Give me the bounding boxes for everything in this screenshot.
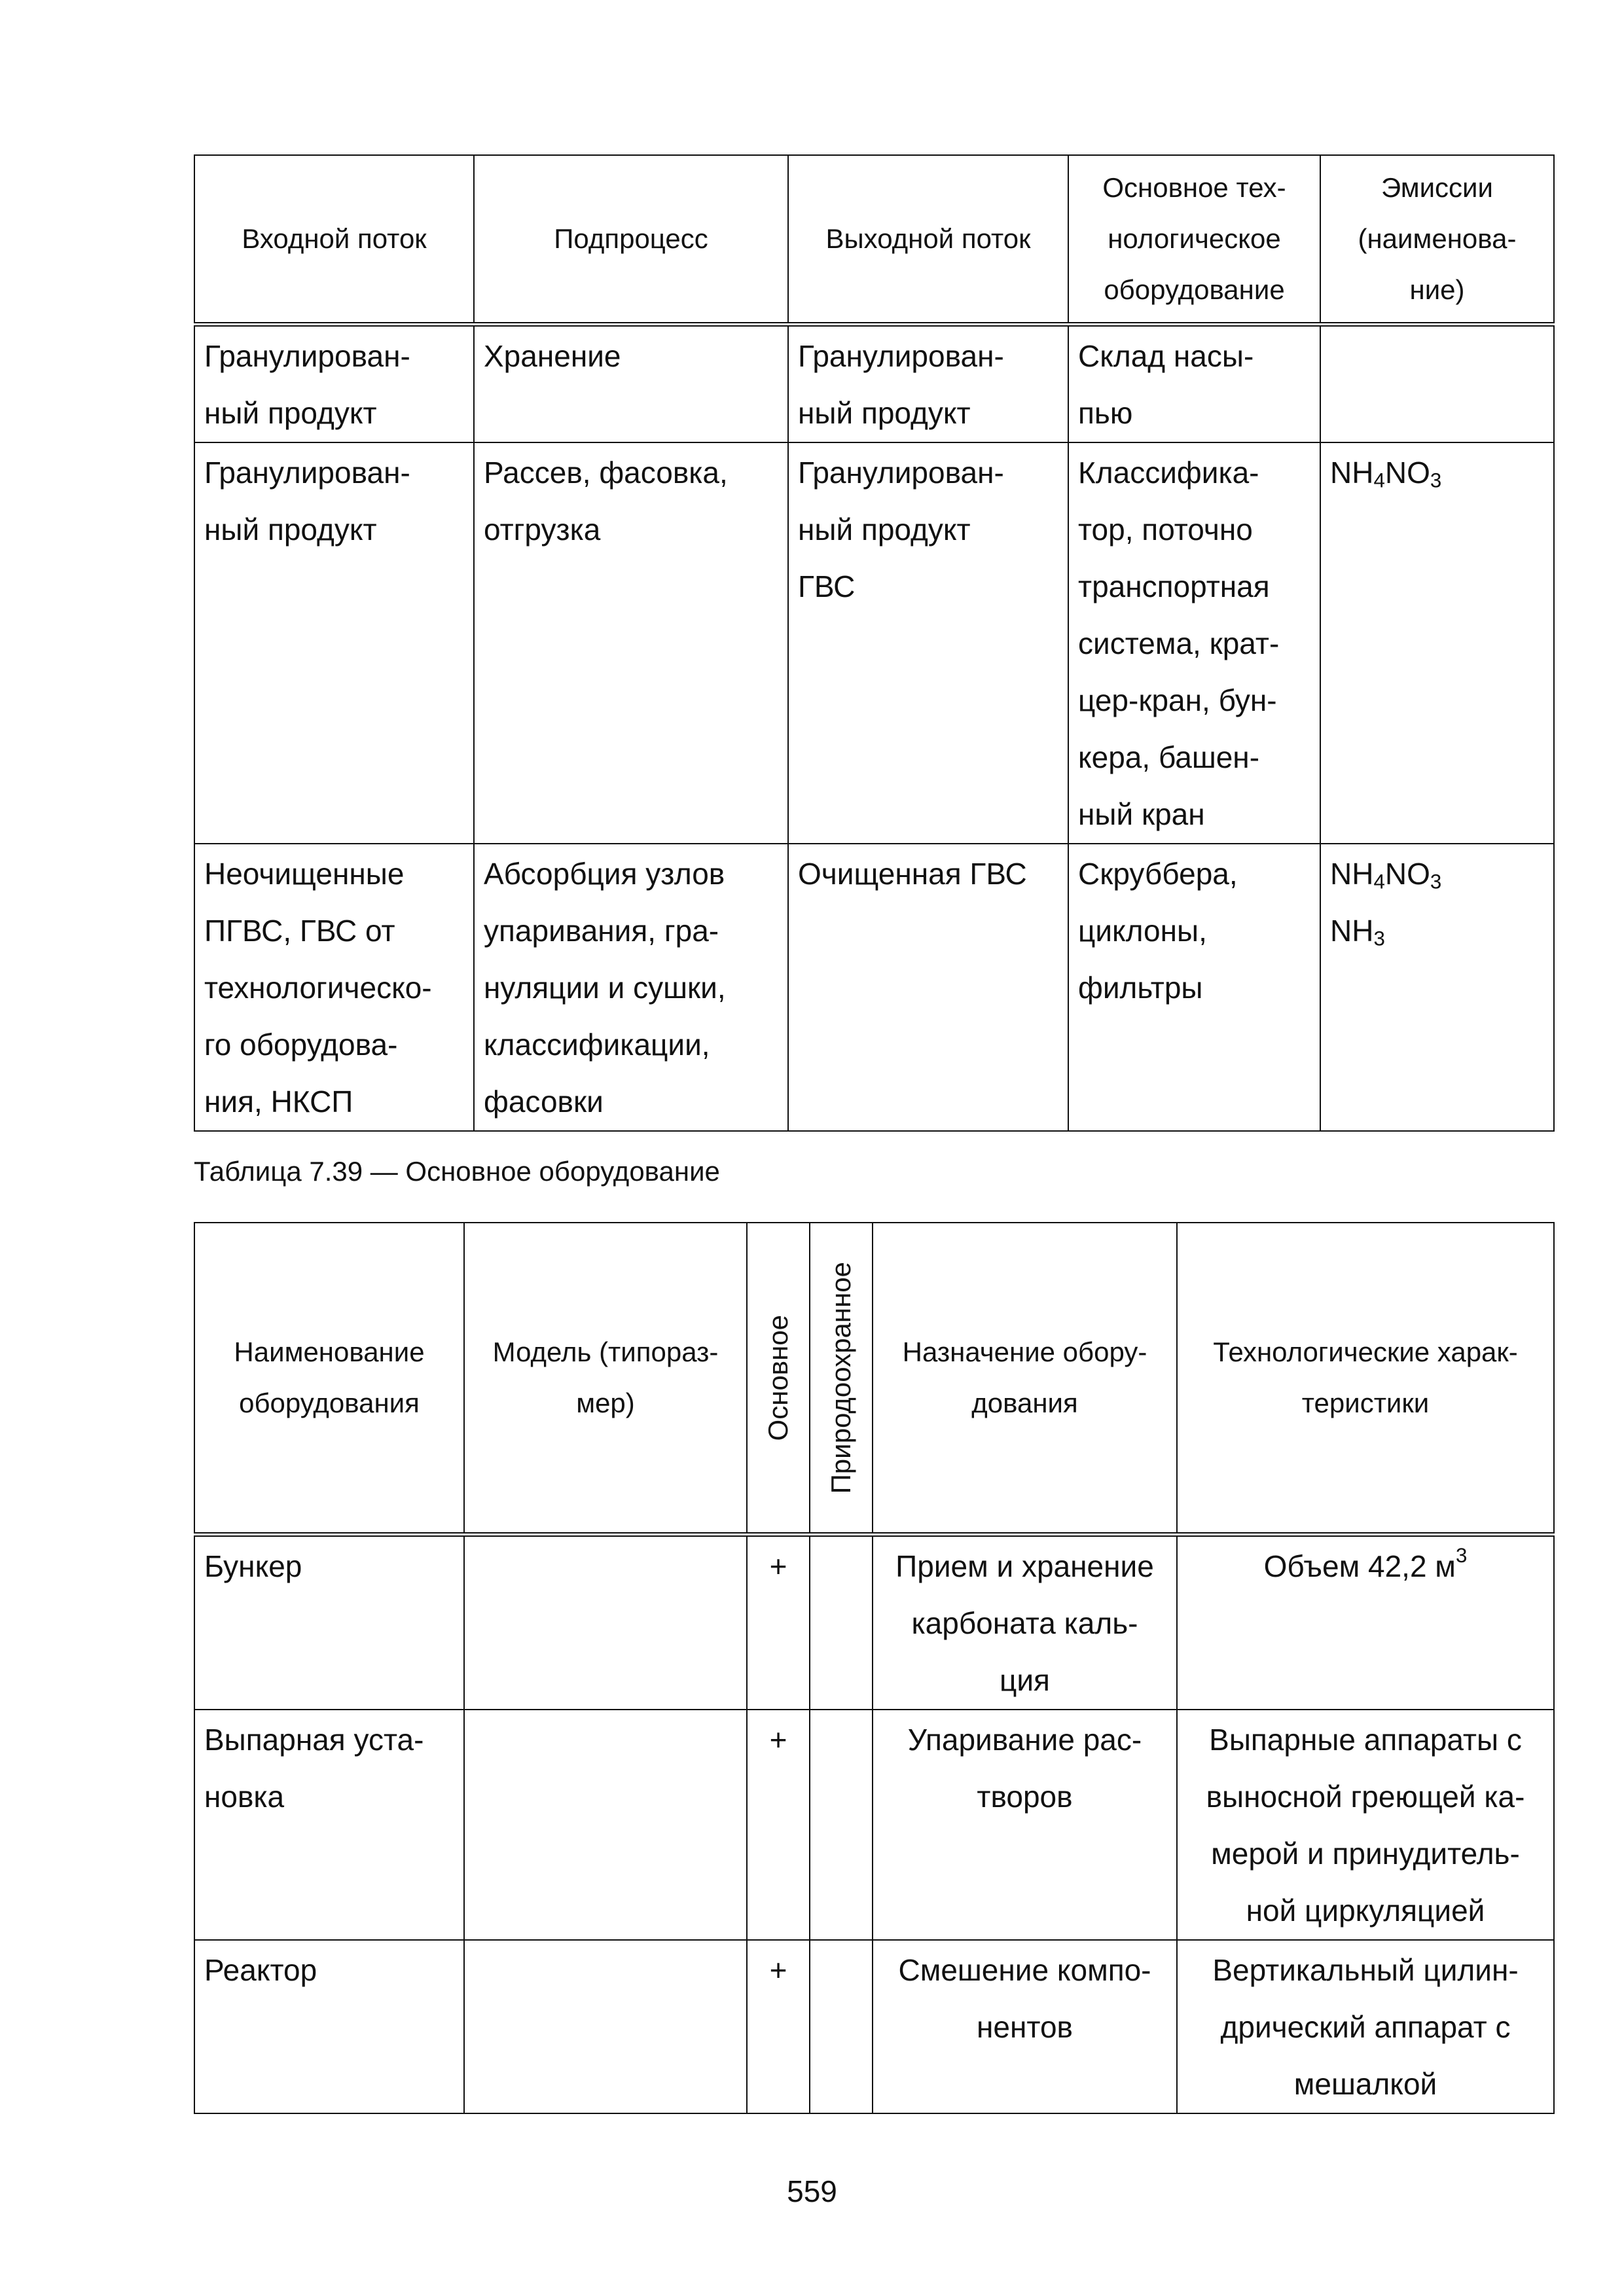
- cell-subprocess: Рассев, фасовка, отгрузка: [474, 442, 788, 844]
- equipment-table: [194, 1222, 1555, 2114]
- cell-purpose: Упаривание рас- творов: [873, 1710, 1177, 1940]
- header-tech-characteristics: Технологические харак- теристики: [1177, 1223, 1554, 1534]
- cell-model: [464, 1710, 747, 1940]
- header-output-flow: Выходной поток: [788, 155, 1068, 324]
- cell-main-equipment: Классифика- тор, поточно транспортная система, крат- цер-кран, бун- кера, башен- ный кран: [1068, 442, 1320, 844]
- header-input-flow: Входной поток: [194, 155, 474, 324]
- cell-environmental: [810, 1534, 873, 1710]
- header-subprocess: Подпроцесс: [474, 155, 788, 324]
- cell-emissions: $NH_4NO_3$ $NH_3$: [1320, 844, 1554, 1131]
- cell-main-equipment: Скруббера, циклоны, фильтры: [1068, 844, 1320, 1131]
- table-row: [194, 1534, 1554, 1710]
- cell-equipment-name: Реактор: [194, 1940, 464, 2113]
- equipment-table-header-row: [194, 1223, 1554, 1534]
- process-table: [194, 154, 1555, 1132]
- cell-model: [464, 1534, 747, 1710]
- cell-main-equipment: Склад насы- пью: [1068, 324, 1320, 442]
- cell-equipment-name: Выпарная уста- новка: [194, 1710, 464, 1940]
- table-row: [194, 324, 1554, 442]
- header-main-equipment: Основное тех- нологическое оборудование: [1068, 155, 1320, 324]
- cell-tech-characteristics: Вертикальный цилин- дрический аппарат с мешалкой: [1177, 1940, 1554, 2113]
- cell-main: +: [747, 1710, 810, 1940]
- cell-input-flow: Гранулирован- ный продукт: [194, 442, 474, 844]
- cell-purpose: Смешение компо- нентов: [873, 1940, 1177, 2113]
- header-environmental-label: Природоохранное: [825, 1261, 856, 1494]
- header-environmental: [810, 1223, 873, 1534]
- header-equipment-name: Наименование оборудования: [194, 1223, 464, 1534]
- cell-purpose: Прием и хранение карбоната каль- ция: [873, 1534, 1177, 1710]
- cell-output-flow: Гранулирован- ный продукт ГВС: [788, 442, 1068, 844]
- cell-main: +: [747, 1940, 810, 2113]
- cell-main: +: [747, 1534, 810, 1710]
- header-purpose: Назначение обору- дования: [873, 1223, 1177, 1534]
- header-model: Модель (типораз- мер): [464, 1223, 747, 1534]
- header-main-label: Основное: [763, 1314, 793, 1441]
- table-caption: Таблица 7.39 — Основное оборудование: [194, 1156, 720, 1187]
- cell-environmental: [810, 1710, 873, 1940]
- cell-tech-characteristics: Объем 42,2 $м^3$: [1177, 1534, 1554, 1710]
- header-emissions: Эмиссии (наименова- ние): [1320, 155, 1554, 324]
- cell-model: [464, 1940, 747, 2113]
- cell-subprocess: Хранение: [474, 324, 788, 442]
- cell-environmental: [810, 1940, 873, 2113]
- process-table-header-row: [194, 155, 1554, 324]
- page-number: 559: [787, 2174, 837, 2208]
- cell-equipment-name: Бункер: [194, 1534, 464, 1710]
- cell-output-flow: Очищенная ГВС: [788, 844, 1068, 1131]
- table-row: [194, 844, 1554, 1131]
- table-row: [194, 1940, 1554, 2113]
- header-main: [747, 1223, 810, 1534]
- cell-emissions: [1320, 324, 1554, 442]
- cell-input-flow: Гранулирован- ный продукт: [194, 324, 474, 442]
- cell-emissions: $NH_4NO_3$: [1320, 442, 1554, 844]
- cell-output-flow: Гранулирован- ный продукт: [788, 324, 1068, 442]
- cell-input-flow: Неочищенные ПГВС, ГВС от технологическо- го оборудова- ния, НКСП: [194, 844, 474, 1131]
- cell-subprocess: Абсорбция узлов упаривания, гра- нуляции и сушки, классификации, фасовки: [474, 844, 788, 1131]
- table-row: [194, 1710, 1554, 1940]
- table-row: [194, 442, 1554, 844]
- cell-tech-characteristics: Выпарные аппараты с выносной греющей ка- мерой и принудитель- ной циркуляцией: [1177, 1710, 1554, 1940]
